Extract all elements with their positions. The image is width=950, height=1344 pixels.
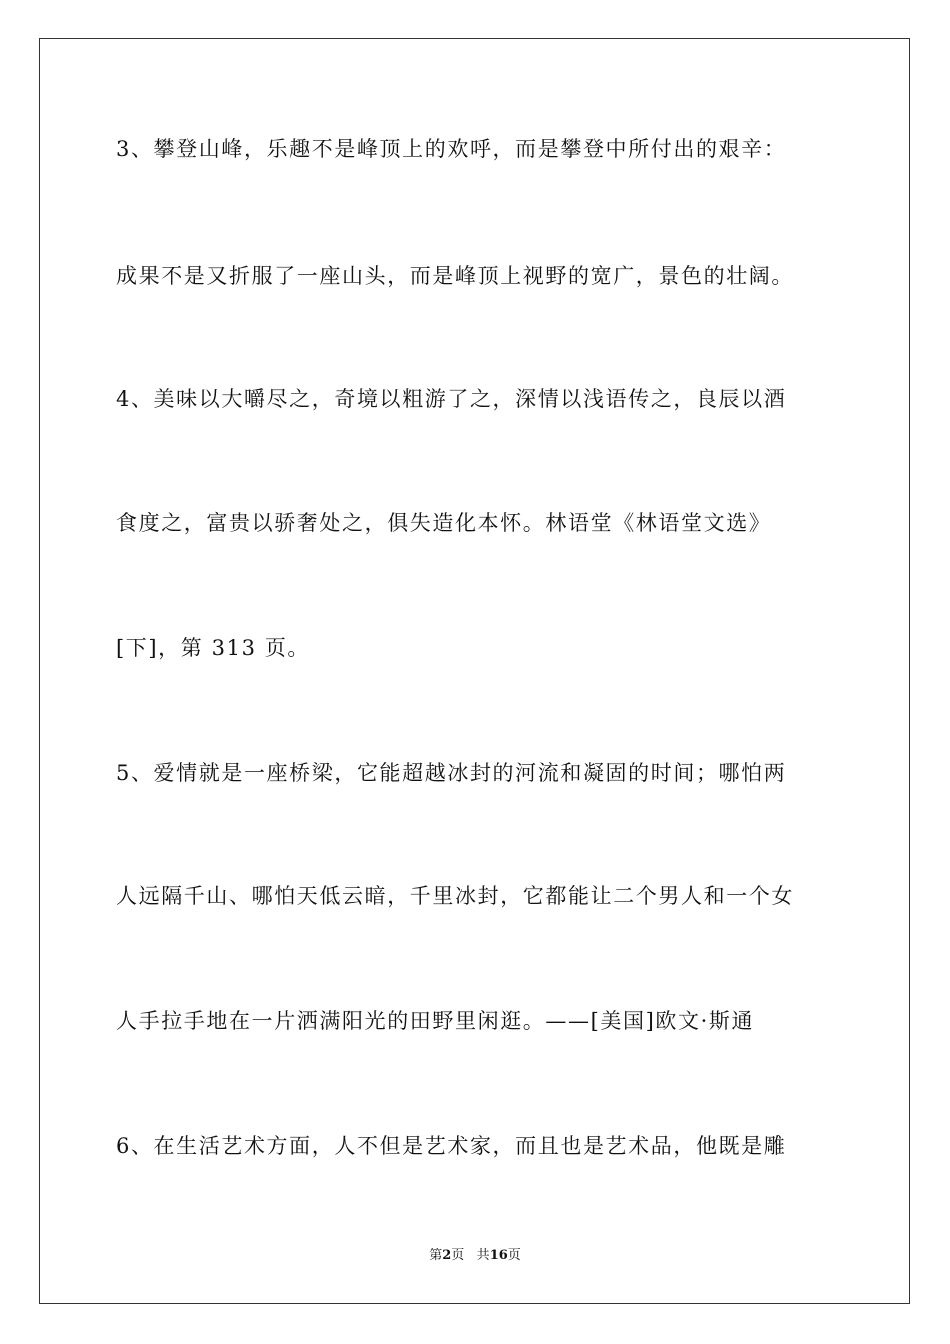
text-line: 食度之，富贵以骄奢处之，俱失造化本怀。林语堂《林语堂文选》 [116, 511, 772, 535]
text-line: 人手拉手地在一片洒满阳光的田野里闲逛。——[美国]欧文·斯通 [116, 1009, 755, 1033]
text-line: 3、攀登山峰，乐趣不是峰顶上的欢呼，而是攀登中所付出的艰辛： [116, 137, 787, 161]
page-footer [0, 1246, 950, 1266]
text-line: 6、在生活艺术方面，人不但是艺术家，而且也是艺术品，他既是雕 [116, 1134, 787, 1158]
total-suffix: 页 [507, 1248, 521, 1263]
page-suffix: 页 [451, 1248, 465, 1263]
text-line: 5、爱情就是一座桥梁，它能超越冰封的河流和凝固的时间；哪怕两 [116, 761, 787, 785]
text-line: [下]，第 313 页。 [116, 636, 311, 660]
text-line: 4、美味以大嚼尽之，奇境以粗游了之，深情以浅语传之，良辰以酒 [116, 387, 787, 411]
page-number: 2 [442, 1248, 452, 1263]
page-prefix: 第 [429, 1248, 443, 1263]
text-line: 人远隔千山、哪怕天低云暗，千里冰封，它都能让二个男人和一个女 [116, 884, 794, 908]
text-line: 成果不是又折服了一座山头，而是峰顶上视野的宽广，景色的壮阔。 [116, 264, 794, 288]
total-prefix: 共 [476, 1248, 490, 1263]
page-border [39, 38, 910, 1304]
total-pages: 16 [489, 1248, 508, 1263]
